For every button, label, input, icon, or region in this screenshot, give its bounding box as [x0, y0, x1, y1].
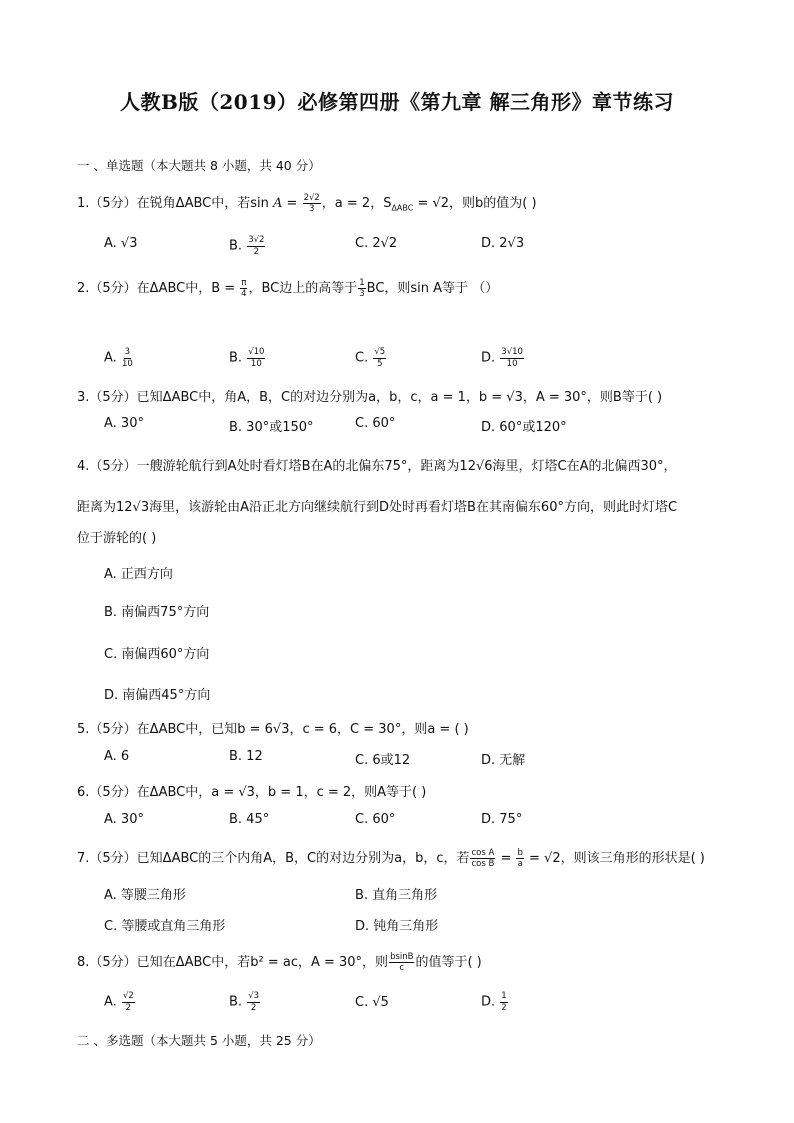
q5-option-a: A. 6: [104, 749, 130, 764]
var-a-upper: A: [273, 196, 283, 211]
q8-optd-label: D.: [481, 994, 496, 1010]
q4-option-a: A. 正西方向: [104, 567, 173, 582]
q2-optc-num: √5: [374, 347, 386, 357]
q8-opta-label: A.: [104, 994, 117, 1010]
q2-option-d: [481, 348, 525, 368]
q7-option-c: C. 等腰或直角三角形: [104, 919, 226, 934]
q1-option-b-frac: [247, 236, 265, 256]
q8-optd-frac: [500, 992, 507, 1012]
q1-optb-den: 2: [253, 246, 260, 257]
q3-option-c: C. 60°: [355, 416, 396, 431]
q2-opta-label: A.: [104, 350, 117, 366]
q1-frac-num: 2√2: [303, 192, 320, 203]
q1-option-d: D. 2√3: [481, 236, 525, 251]
q1-sub: ΔABC: [391, 203, 414, 213]
q2-optc-label: C.: [355, 350, 369, 366]
q2-fraction-2: [358, 279, 365, 299]
q6-option-c: C. 60°: [355, 812, 396, 827]
q2-option-c: [355, 348, 387, 368]
q2-prefix: 2.（5分）在ΔABC中，B =: [77, 281, 236, 296]
q2-optb-label: B.: [229, 350, 243, 366]
q7-frac2-num: b: [517, 847, 523, 858]
q1-fraction: [303, 194, 321, 214]
question-4-line-3: 位于游轮的( ): [77, 531, 157, 546]
section-heading-single-choice: 一 、单选题（本大题共 8 小题，共 40 分）: [77, 158, 321, 173]
q8-option-b: [229, 992, 261, 1012]
q2-optc-den: 5: [377, 358, 383, 369]
q2-opta-frac: [122, 348, 133, 368]
q6-option-b: B. 45°: [229, 812, 270, 827]
question-3: 3.（5分）已知ΔABC中，角A，B，C的对边分别为a，b，c，a = 1，b = √3，A = 30°，则B等于( ): [77, 390, 663, 405]
q7-fraction: [470, 849, 495, 869]
q1-option-b-label: B.: [229, 238, 243, 254]
q8-optb-frac: [247, 992, 260, 1012]
q4-option-d: D. 南偏西45°方向: [104, 688, 211, 703]
q8-frac-den: c: [399, 963, 405, 973]
q2-option-b: [229, 348, 266, 368]
q2-option-a: [104, 348, 134, 368]
q1-frac-den: 3: [308, 204, 315, 214]
q2-end: BC，则sin A等于 （）: [366, 281, 499, 296]
q1-mid: ，a = 2，S: [321, 196, 392, 211]
q8-optd-den: 2: [501, 1002, 507, 1013]
q5-option-b: B. 12: [229, 749, 263, 764]
question-2: [77, 277, 498, 299]
page-title: 人教B版（2019）必修第四册《第九章 解三角形》章节练习: [119, 90, 675, 114]
q2-optd-frac: [500, 348, 524, 368]
q7-eq: =: [496, 851, 516, 866]
q7-prefix: 7.（5分）已知ΔABC的三个内角A，B，C的对边分别为a，b，c，若: [77, 851, 470, 866]
q8-fraction: [389, 953, 414, 973]
q5-option-c: C. 6或12: [355, 753, 411, 768]
q3-option-a: A. 30°: [104, 416, 144, 431]
q7-option-a: A. 等腰三角形: [104, 888, 186, 903]
q2-fraction: [240, 279, 247, 299]
q7-frac2-den: a: [517, 859, 523, 869]
q7-frac-num: cos A: [471, 847, 495, 858]
q2-frac2-num: 1: [359, 277, 365, 288]
question-8: [77, 951, 482, 973]
q3-option-d: D. 60°或120°: [481, 420, 567, 435]
q6-option-a: A. 30°: [104, 812, 144, 827]
question-7: [77, 847, 705, 869]
q8-optd-num: 1: [501, 991, 507, 1001]
q8-optb-num: √3: [248, 991, 260, 1001]
q8-option-c: C. √5: [355, 995, 389, 1010]
q8-optb-label: B.: [229, 994, 243, 1010]
q2-frac-den: 4: [241, 289, 247, 299]
question-6: 6.（5分）在ΔABC中，a = √3，b = 1，c = 2，则A等于( ): [77, 785, 427, 800]
q7-end: = √2，则该三角形的形状是( ): [524, 851, 705, 866]
q3-option-b: B. 30°或150°: [229, 420, 314, 435]
q7-frac-den: cos B: [471, 859, 495, 869]
q2-optb-den: 10: [250, 358, 262, 369]
q4-option-c: C. 南偏西60°方向: [104, 647, 210, 662]
q8-prefix: 8.（5分）已知在ΔABC中，若b² = ac，A = 30°，则: [77, 955, 389, 970]
q8-opta-den: 2: [125, 1002, 132, 1013]
q8-option-d: [481, 992, 509, 1012]
q2-opta-num: 3: [124, 347, 131, 357]
section-heading-multiple-choice: 二 、多选题（本大题共 5 小题，共 25 分）: [77, 1033, 321, 1048]
question-1: 1.（5分）在锐角ΔABC中，若sin A = $\frac{2√2}{3}$ ，a = 2，$S_{\Delta ABC} = √2$，则b的值为( ): [77, 192, 537, 214]
question-4-line-1: 4.（5分）一艘游轮航行到A处时看灯塔B在A的北偏东75°，距离为12√6海里，灯塔C在A的北偏西30°，: [77, 459, 677, 474]
q2-optd-label: D.: [481, 350, 496, 366]
q6-option-d: D. 75°: [481, 812, 523, 827]
q1-option-c: C. 2√2: [355, 236, 398, 251]
q7-option-d: D. 钝角三角形: [355, 919, 439, 934]
q5-option-d: D. 无解: [481, 753, 526, 768]
q1-option-b: [229, 236, 266, 256]
q2-opta-den: 10: [121, 358, 133, 369]
q1-end: = √2，则b的值为( ): [413, 196, 537, 211]
q1-optb-num: 3√2: [248, 235, 265, 245]
q1-prefix: 1.（5分）在锐角ΔABC中，若sin: [77, 196, 269, 211]
q2-optb-num: √10: [248, 347, 265, 357]
q8-opta-num: √2: [122, 991, 134, 1001]
q4-option-b: B. 南偏西75°方向: [104, 605, 210, 620]
q7-option-b: B. 直角三角形: [355, 888, 438, 903]
q7-fraction-2: [516, 849, 523, 869]
q8-frac-num: bsinB: [390, 951, 414, 962]
q8-optb-den: 2: [250, 1002, 257, 1013]
question-4-line-2: 距离为12√3海里，该游轮由A沿正北方向继续航行到D处时再看灯塔B在其南偏东60°方向，则此时灯塔C: [77, 500, 678, 515]
q8-end: 的值等于( ): [415, 955, 482, 970]
q8-option-a: [104, 992, 136, 1012]
q2-optc-frac: [373, 348, 386, 368]
q2-optd-num: 3√10: [501, 347, 523, 357]
q2-frac-num: π: [241, 277, 247, 288]
q1-option-a: A. √3: [104, 236, 138, 251]
question-5: 5.（5分）在ΔABC中，已知b = 6√3，c = 6，C = 30°，则a = ( ): [77, 722, 469, 737]
q8-opta-frac: [122, 992, 135, 1012]
q2-optb-frac: [247, 348, 265, 368]
q2-mid: ，BC边上的高等于: [248, 281, 358, 296]
q2-optd-den: 10: [506, 358, 518, 369]
q2-frac2-den: 3: [359, 289, 365, 299]
